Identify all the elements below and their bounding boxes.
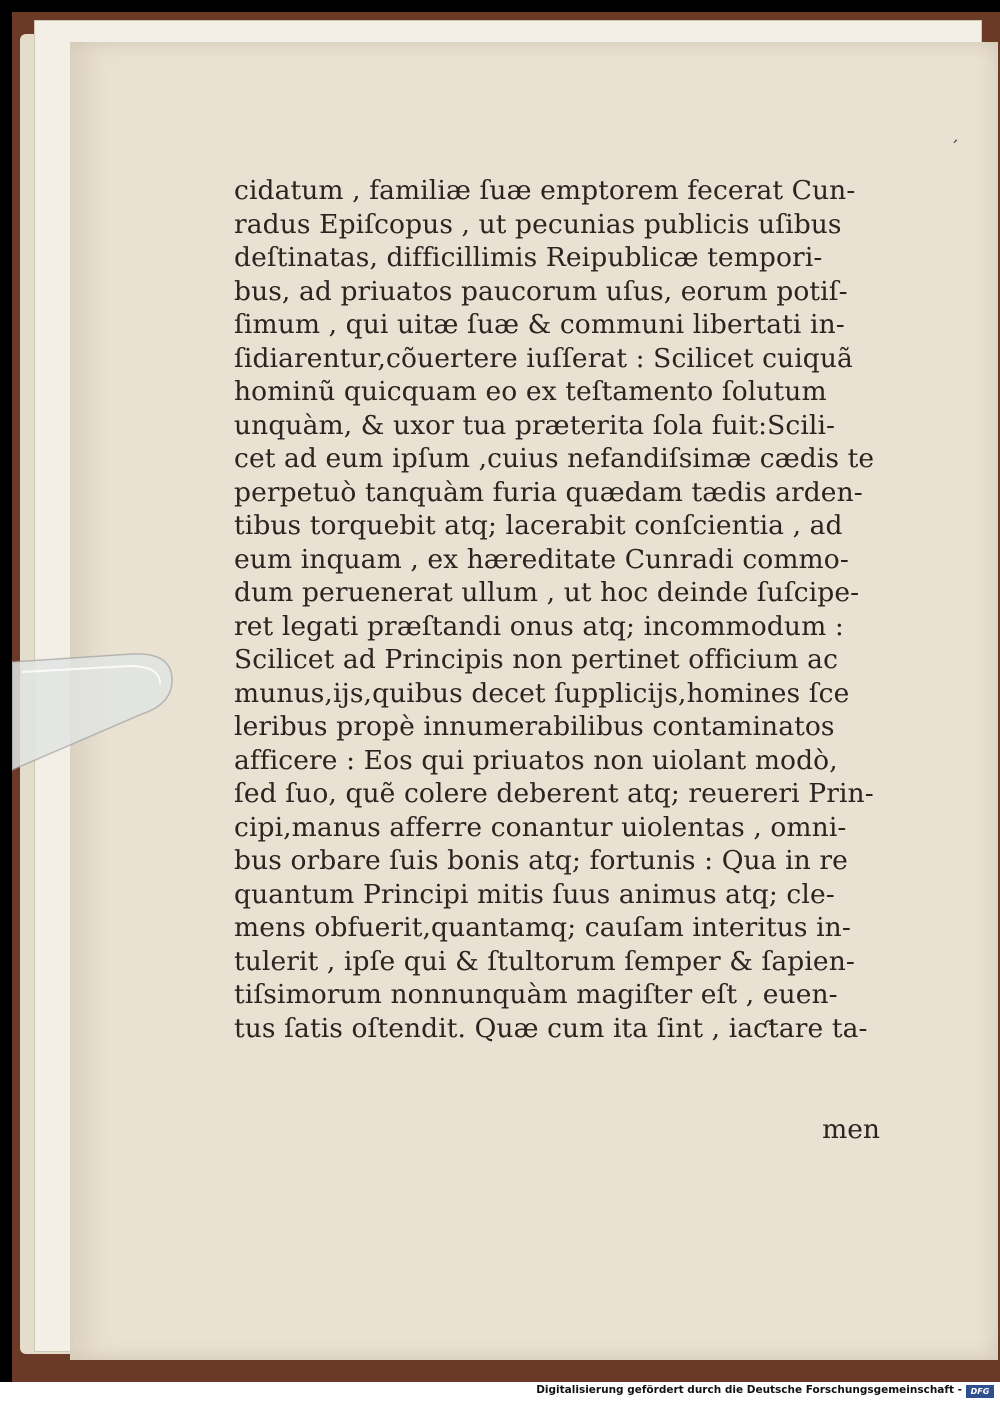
- dfg-logo: DFG: [966, 1385, 994, 1398]
- text-line: unquàm, & uxor tua præterita ſola fuit:Scili-: [234, 409, 836, 441]
- text-line: tibus torquebit atq; lacerabit conſcientia , ad: [234, 510, 843, 541]
- margin-mark: ˊ: [950, 138, 959, 159]
- text-line: deſtinatas, difficillimis Reipublicæ tempori-: [234, 242, 823, 273]
- footer-bar: [0, 1382, 1000, 1401]
- text-line: tus ſatis oſtendit. Quæ cum ita ſint , iaƈtare ta-: [234, 1012, 868, 1044]
- text-line: bus, ad priuatos paucorum uſus, eorum potiſ-: [234, 275, 848, 307]
- text-line: perpetuò tanquàm furia quædam tædis arden-: [234, 476, 863, 508]
- plastic-clip: [12, 652, 177, 772]
- text-line: radus Epiſcopus , ut pecunias publicis uſibus: [234, 208, 842, 240]
- footer-credit: Digitalisierung gefördert durch die Deutsche Forschungsgemeinschaft -: [536, 1384, 962, 1396]
- text-line: cipi,manus afferre conantur uiolentas , omni-: [234, 811, 847, 843]
- text-line: tiſsimorum nonnunquàm magiſter eſt , euen-: [234, 979, 838, 1010]
- catchword: men: [822, 1114, 880, 1145]
- text-line: mens obfuerit,quantamq; cauſam interitus in-: [234, 912, 851, 943]
- text-line: afficere : Eos qui priuatos non uiolant modò,: [234, 744, 838, 776]
- text-line: eum inquam , ex hæreditate Cunradi commo-: [234, 543, 849, 575]
- text-line: cidatum , familiæ ſuæ emptorem fecerat Cun-: [234, 175, 856, 206]
- page-text: [234, 174, 894, 1045]
- text-line: bus orbare ſuis bonis atq; fortunis : Qua in re: [234, 845, 848, 876]
- text-line: ret legati præſtandi onus atq; incommodum :: [234, 610, 844, 642]
- text-line: Scilicet ad Principis non pertinet officium ac: [234, 644, 839, 675]
- text-line: ſimum , qui uitæ ſuæ & communi libertati in-: [234, 309, 845, 340]
- text-line: leribus propè innumerabilibus contaminatos: [234, 711, 835, 742]
- text-line: tulerit , ipſe qui & ſtultorum ſemper & ſapien-: [234, 945, 855, 977]
- text-line: munus,ijs,quibus decet ſupplicijs,homines ſce: [234, 677, 850, 709]
- text-line: dum peruenerat ullum , ut hoc deinde ſuſcipe-: [234, 577, 860, 608]
- text-line: quantum Principi mitis ſuus animus atq; cle-: [234, 878, 835, 910]
- text-line: ſed ſuo, quẽ colere deberent atq; reuereri Prin-: [234, 778, 874, 809]
- text-line: hominũ quicquam eo ex teſtamento ſolutum: [234, 376, 827, 407]
- text-line: ſidiarentur,cõuertere iuſſerat : Scilicet cuiquã: [234, 342, 853, 374]
- text-line: cet ad eum ipſum ,cuius nefandiſsimæ cædis te: [234, 443, 875, 474]
